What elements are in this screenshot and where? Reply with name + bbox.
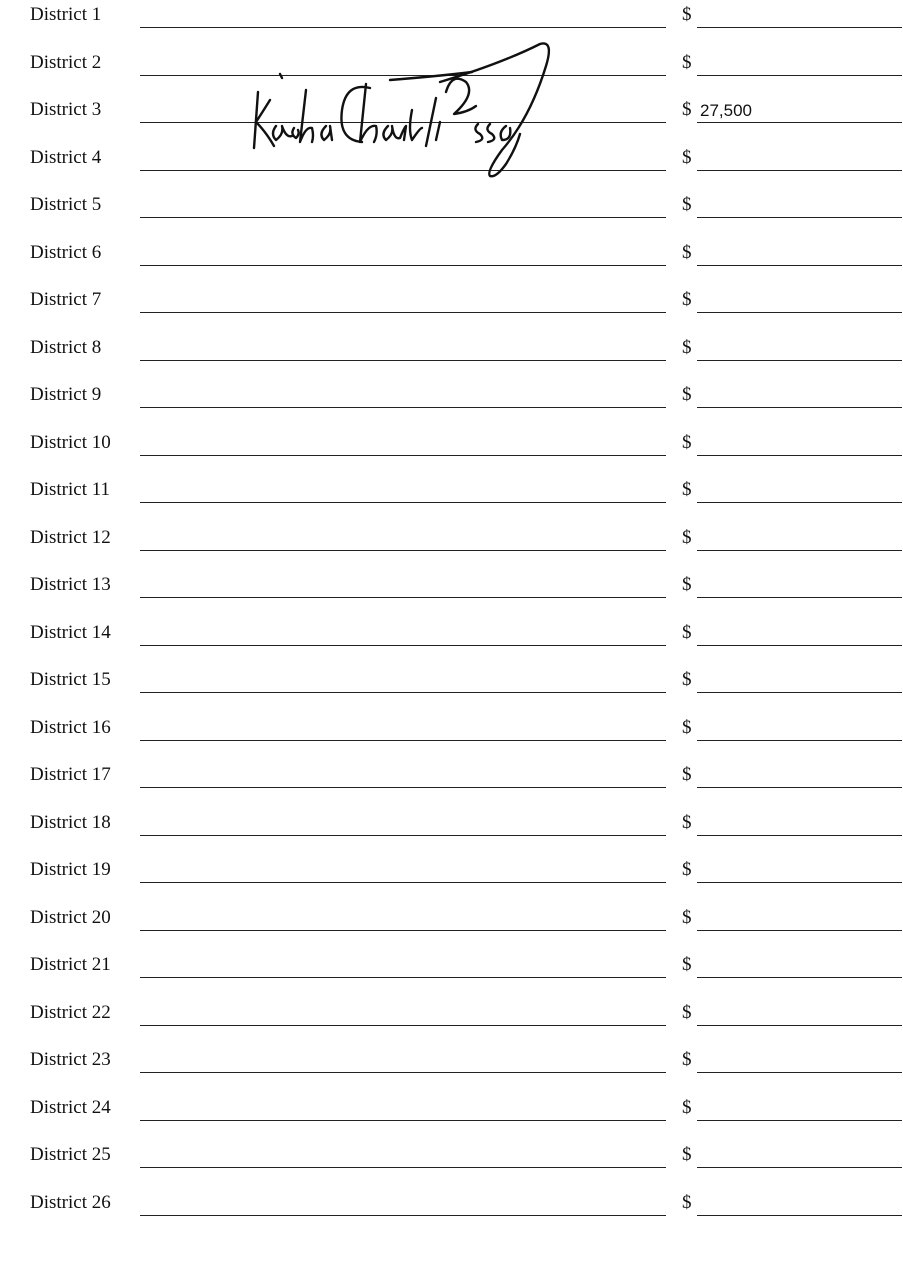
district-row	[0, 950, 903, 984]
district-label: District 9	[30, 384, 102, 405]
signature-line[interactable]	[140, 502, 666, 503]
currency-symbol: $	[682, 194, 692, 215]
district-row	[0, 618, 903, 652]
signature-line[interactable]	[140, 597, 666, 598]
currency-symbol: $	[682, 906, 692, 928]
district-row	[0, 1045, 903, 1079]
district-label: District 6	[30, 241, 102, 263]
currency-symbol: $	[682, 669, 692, 690]
district-row	[0, 855, 903, 889]
district-label: District 16	[30, 716, 111, 738]
amount-line[interactable]	[697, 360, 902, 361]
currency-symbol: $	[682, 621, 692, 643]
signature-line[interactable]	[140, 27, 666, 28]
signature-line[interactable]	[140, 550, 666, 551]
district-row	[0, 0, 903, 34]
signature-line[interactable]	[140, 1215, 666, 1216]
amount-line[interactable]	[697, 217, 902, 218]
signature-line[interactable]	[140, 217, 666, 218]
district-label: District 5	[30, 194, 102, 215]
currency-symbol: $	[682, 1191, 692, 1213]
amount-line[interactable]	[697, 170, 902, 171]
district-row	[0, 1188, 903, 1222]
district-label: District 3	[30, 99, 102, 120]
amount-line[interactable]	[697, 1215, 902, 1216]
signature-line[interactable]	[140, 1120, 666, 1121]
currency-symbol: $	[682, 954, 692, 975]
district-row	[0, 380, 903, 414]
district-label: District 11	[30, 479, 111, 500]
district-label: District 21	[30, 954, 111, 975]
amount-line[interactable]	[697, 740, 902, 741]
currency-symbol: $	[682, 384, 692, 405]
signature-line[interactable]	[140, 740, 666, 741]
amount-line[interactable]	[697, 312, 902, 313]
currency-symbol: $	[682, 289, 692, 310]
amount-line[interactable]	[697, 882, 902, 883]
currency-symbol: $	[682, 1001, 692, 1023]
district-label: District 23	[30, 1049, 111, 1070]
signature-line[interactable]	[140, 977, 666, 978]
currency-symbol: $	[682, 859, 692, 880]
district-label: District 19	[30, 859, 111, 880]
currency-symbol: $	[682, 1144, 692, 1165]
signature-line[interactable]	[140, 692, 666, 693]
signature-line[interactable]	[140, 1025, 666, 1026]
district-row	[0, 428, 903, 462]
district-label: District 22	[30, 1001, 111, 1023]
district-row	[0, 238, 903, 272]
district-row	[0, 333, 903, 367]
signature-line[interactable]	[140, 455, 666, 456]
district-label: District 24	[30, 1096, 111, 1118]
currency-symbol: $	[682, 1049, 692, 1070]
amount-line[interactable]	[697, 645, 902, 646]
district-label: District 13	[30, 574, 111, 595]
handwritten-signature-icon	[240, 30, 560, 180]
district-row	[0, 1093, 903, 1127]
amount-line[interactable]	[697, 1025, 902, 1026]
amount-line[interactable]	[697, 1167, 902, 1168]
currency-symbol: $	[682, 431, 692, 453]
signature-line[interactable]	[140, 360, 666, 361]
signature-line[interactable]	[140, 882, 666, 883]
amount-line[interactable]	[697, 1072, 902, 1073]
district-label: District 8	[30, 336, 102, 358]
currency-symbol: $	[682, 99, 692, 120]
district-label: District 14	[30, 621, 111, 643]
amount-line[interactable]	[697, 265, 902, 266]
amount-value: 27,500	[700, 101, 752, 120]
district-label: District 4	[30, 146, 102, 168]
district-label: District 17	[30, 764, 111, 785]
signature-line[interactable]	[140, 1072, 666, 1073]
currency-symbol: $	[682, 716, 692, 738]
signature-line[interactable]	[140, 930, 666, 931]
amount-line[interactable]	[697, 122, 902, 123]
amount-line[interactable]	[697, 597, 902, 598]
signature-line[interactable]	[140, 835, 666, 836]
district-row	[0, 808, 903, 842]
amount-line[interactable]	[697, 455, 902, 456]
currency-symbol: $	[682, 574, 692, 595]
signature-line[interactable]	[140, 312, 666, 313]
amount-line[interactable]	[697, 75, 902, 76]
currency-symbol: $	[682, 811, 692, 833]
currency-symbol: $	[682, 241, 692, 263]
currency-symbol: $	[682, 4, 692, 25]
amount-line[interactable]	[697, 692, 902, 693]
amount-line[interactable]	[697, 502, 902, 503]
district-label: District 2	[30, 51, 102, 73]
amount-line[interactable]	[697, 407, 902, 408]
district-label: District 7	[30, 289, 102, 310]
currency-symbol: $	[682, 479, 692, 500]
currency-symbol: $	[682, 146, 692, 168]
currency-symbol: $	[682, 51, 692, 73]
district-label: District 12	[30, 526, 111, 548]
currency-symbol: $	[682, 526, 692, 548]
district-label: District 18	[30, 811, 111, 833]
district-label: District 10	[30, 431, 111, 453]
district-label: District 15	[30, 669, 111, 690]
amount-line[interactable]	[697, 835, 902, 836]
amount-line[interactable]	[697, 977, 902, 978]
district-label: District 26	[30, 1191, 111, 1213]
signature-line[interactable]	[140, 645, 666, 646]
district-row	[0, 903, 903, 937]
district-row	[0, 285, 903, 319]
amount-line[interactable]	[697, 787, 902, 788]
district-row	[0, 1140, 903, 1174]
district-label: District 25	[30, 1144, 111, 1165]
signature-line[interactable]	[140, 787, 666, 788]
signature-line[interactable]	[140, 407, 666, 408]
district-row	[0, 760, 903, 794]
amount-line[interactable]	[697, 1120, 902, 1121]
district-row	[0, 998, 903, 1032]
currency-symbol: $	[682, 1096, 692, 1118]
district-row	[0, 475, 903, 509]
currency-symbol: $	[682, 336, 692, 358]
district-row	[0, 713, 903, 747]
signature-line[interactable]	[140, 1167, 666, 1168]
district-row	[0, 570, 903, 604]
signature-line[interactable]	[140, 265, 666, 266]
district-row	[0, 665, 903, 699]
district-row	[0, 523, 903, 557]
amount-line[interactable]	[697, 27, 902, 28]
currency-symbol: $	[682, 764, 692, 785]
district-label: District 20	[30, 906, 111, 928]
district-row	[0, 190, 903, 224]
amount-line[interactable]	[697, 930, 902, 931]
district-label: District 1	[30, 4, 102, 25]
amount-line[interactable]	[697, 550, 902, 551]
